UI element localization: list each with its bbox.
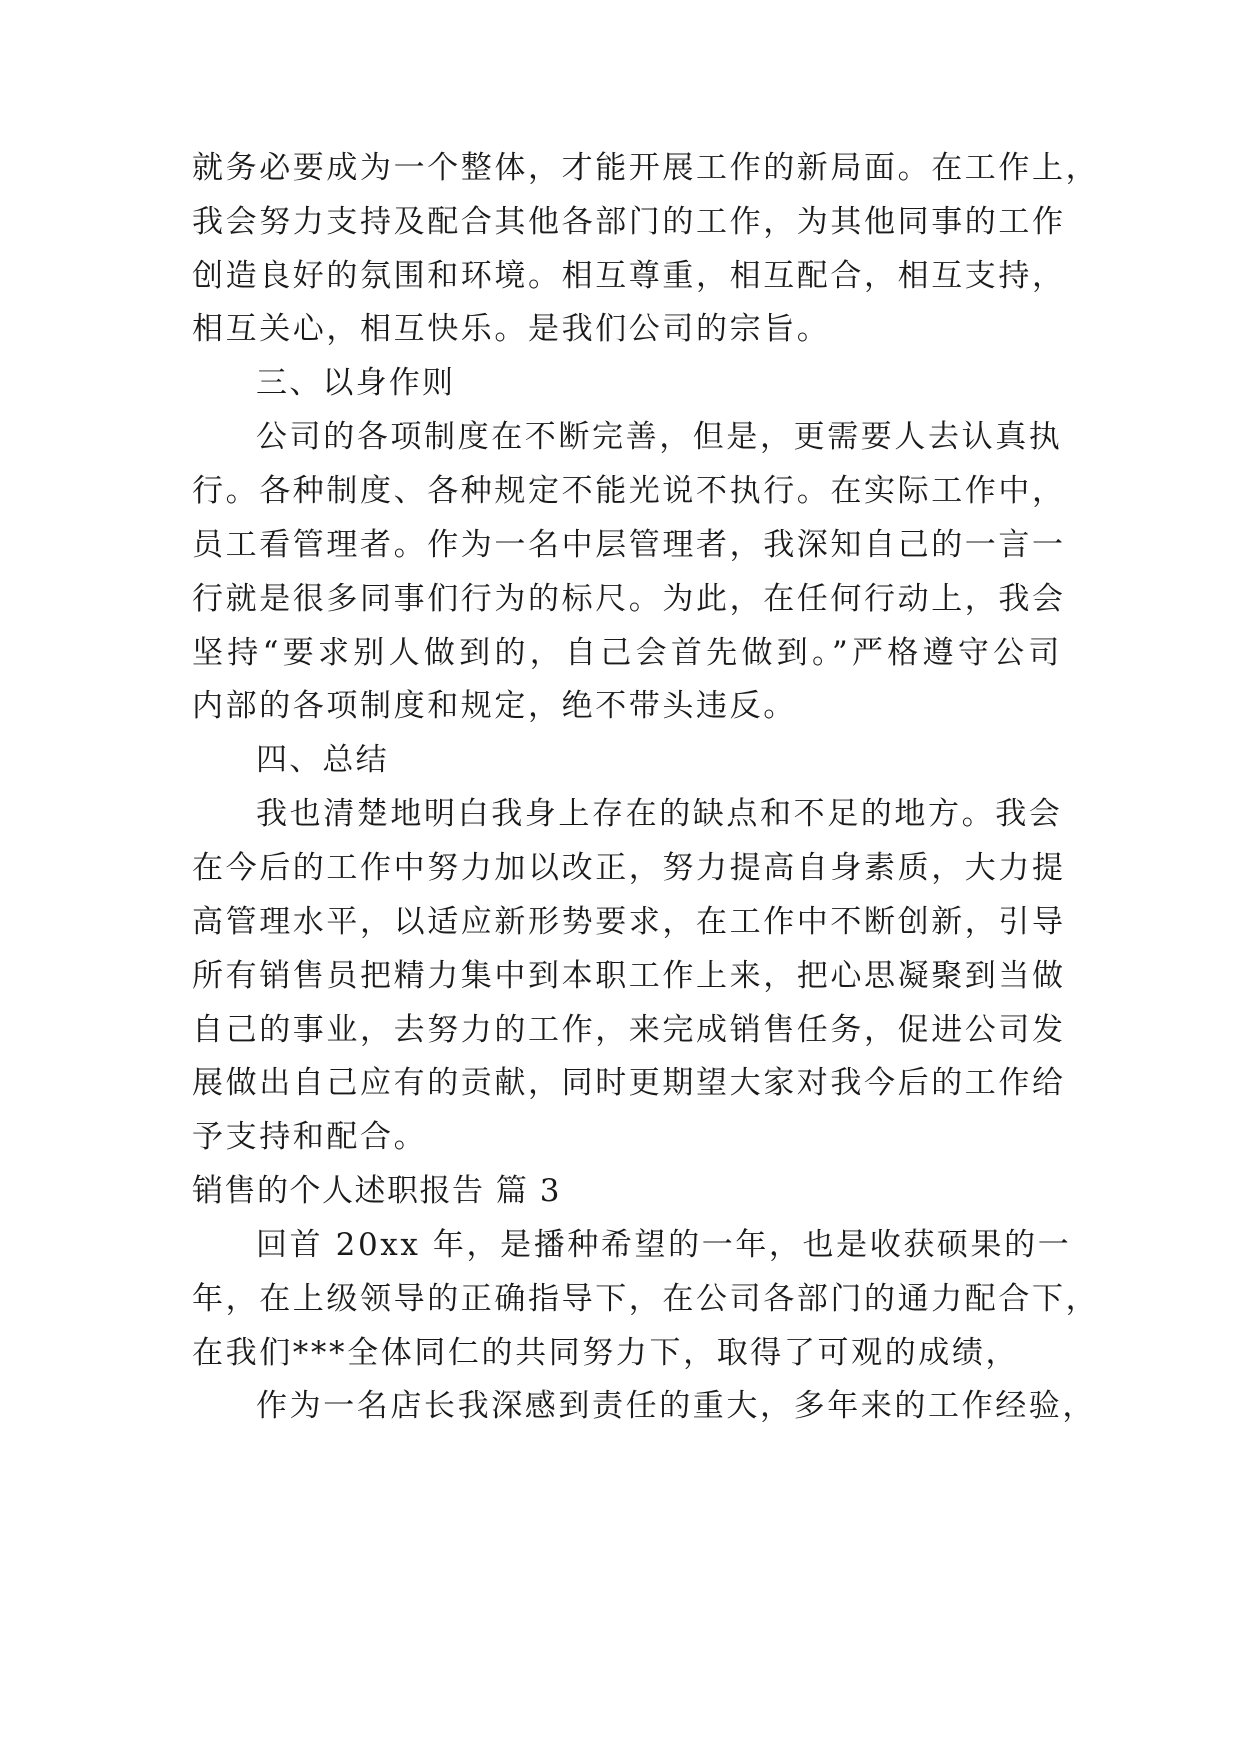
paragraph-line: 我会努力支持及配合其他各部门的工作，为其他同事的工作 — [192, 204, 1066, 240]
paragraph-line: 创造良好的氛围和环境。相互尊重，相互配合，相互支持， — [192, 258, 1066, 294]
paragraph-line: 所有销售员把精力集中到本职工作上来，把心思凝聚到当做 — [192, 958, 1066, 994]
paragraph-line: 年，在上级领导的正确指导下，在公司各部门的通力配合下， — [192, 1281, 1100, 1317]
paragraph-line: 作为一名店长我深感到责任的重大，多年来的工作经验， — [256, 1388, 1096, 1424]
paragraph-line: 展做出自己应有的贡献，同时更期望大家对我今后的工作给 — [192, 1065, 1066, 1101]
paragraph-line: 就务必要成为一个整体，才能开展工作的新局面。在工作上， — [192, 150, 1100, 186]
paragraph-line: 相互关心，相互快乐。是我们公司的宗旨。 — [192, 311, 831, 347]
paragraph-line: 行。各种制度、各种规定不能光说不执行。在实际工作中， — [192, 473, 1066, 509]
paragraph-line: 回首 20xx 年，是播种希望的一年，也是收获硕果的一 — [256, 1227, 1072, 1263]
paragraph-line: 自己的事业，去努力的工作，来完成销售任务，促进公司发 — [192, 1012, 1066, 1048]
paragraph-line: 予支持和配合。 — [192, 1119, 428, 1155]
section-heading: 四、总结 — [256, 742, 389, 778]
section-heading: 三、以身作则 — [256, 365, 456, 401]
paragraph-line: 内部的各项制度和规定，绝不带头违反。 — [192, 688, 797, 724]
paragraph-line: 坚持“要求别人做到的，自己会首先做到。”严格遵守公司 — [192, 635, 1062, 671]
paragraph-line: 行就是很多同事们行为的标尺。为此，在任何行动上，我会 — [192, 581, 1066, 617]
paragraph-line: 员工看管理者。作为一名中层管理者，我深知自己的一言一 — [192, 527, 1066, 563]
paragraph-line: 我也清楚地明白我身上存在的缺点和不足的地方。我会 — [256, 796, 1063, 832]
article-title: 销售的个人述职报告 篇 3 — [192, 1173, 561, 1209]
paragraph-line: 在我们***全体同仁的共同努力下，取得了可观的成绩， — [192, 1335, 1020, 1371]
paragraph-line: 公司的各项制度在不断完善，但是，更需要人去认真执 — [256, 419, 1063, 455]
paragraph-line: 在今后的工作中努力加以改正，努力提高自身素质，大力提 — [192, 850, 1066, 886]
paragraph-line: 高管理水平，以适应新形势要求，在工作中不断创新，引导 — [192, 904, 1066, 940]
